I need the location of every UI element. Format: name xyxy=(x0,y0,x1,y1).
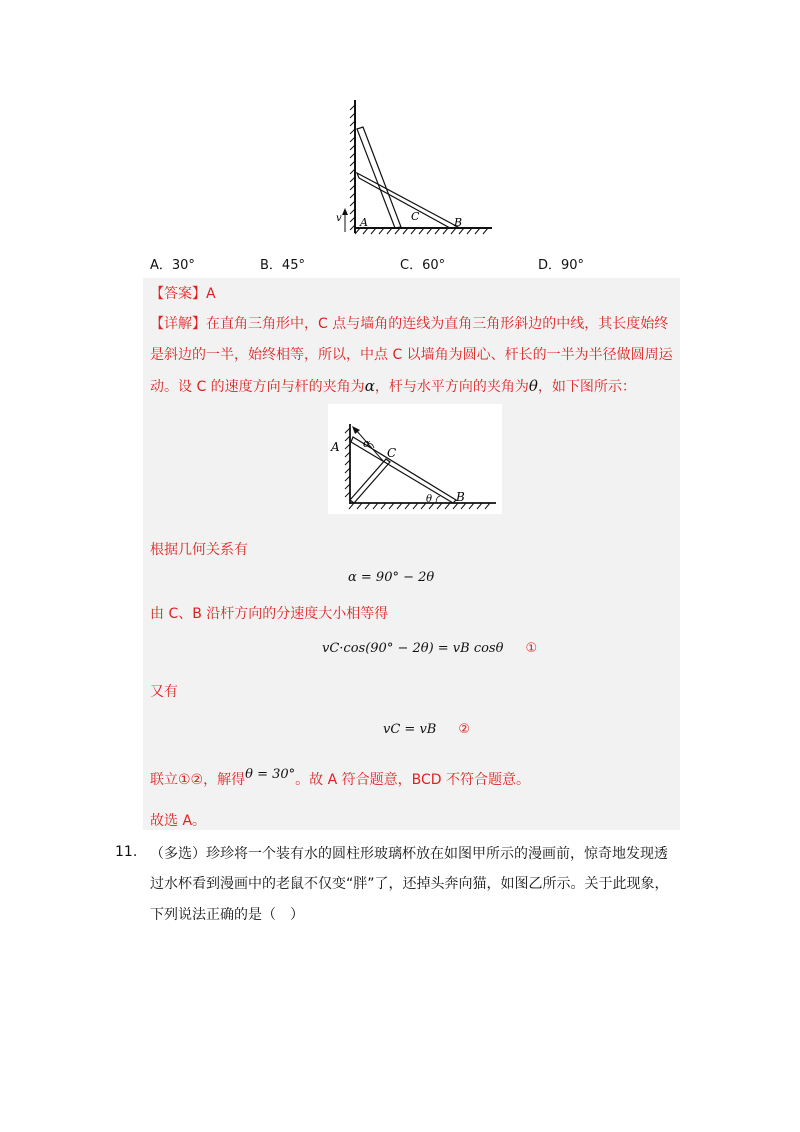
formula-mark-1: ① xyxy=(525,641,538,656)
option-c: C．60° xyxy=(400,258,446,273)
formula-alpha: α = 90° − 2θ xyxy=(348,570,435,585)
question-line-2: 过水杯看到漫画中的老鼠不仅变“胖”了，还掉头奔向猫，如图乙所示。关于此现象， xyxy=(150,876,669,892)
cb-velocity-line: 由 C、B 沿杆方向的分速度大小相等得 xyxy=(150,606,389,622)
velocity-label: v xyxy=(336,213,342,224)
detail-line-2: 是斜边的一半，始终相等，所以，中点 C 以墙角为圆心、杆长的一半为半径做圆周运 xyxy=(150,347,673,363)
also-line: 又有 xyxy=(150,684,178,700)
point-a-label: A xyxy=(360,216,368,229)
geometry-line: 根据几何关系有 xyxy=(150,542,248,558)
question-line-1: （多选）珍珍将一个装有水的圆柱形玻璃杯放在如图甲所示的漫画前，惊奇地发现透 xyxy=(150,846,668,862)
formula-velocity-components: vC·cos(90° − 2θ) = vB cosθ ① xyxy=(322,641,538,656)
ladder-figure-1 xyxy=(330,95,500,240)
fig2-point-a-label: A xyxy=(331,440,340,454)
final-answer-line: 故选 A。 xyxy=(150,813,207,829)
point-c-label: C xyxy=(411,210,420,223)
detail-line-1: 【详解】在直角三角形中，C 点与墙角的连线为直角三角形斜边的中线，其长度始终 xyxy=(150,316,669,332)
point-b-label: B xyxy=(454,216,463,229)
answer-options xyxy=(150,254,670,276)
formula-velocity-equal: vC = vB ② xyxy=(383,722,471,737)
question-number: 11. xyxy=(115,844,138,860)
fig2-point-c-label: C xyxy=(387,446,397,460)
formula-mark-2: ② xyxy=(458,722,471,737)
fig2-alpha-label: α xyxy=(363,437,371,450)
fig2-point-b-label: B xyxy=(456,490,465,504)
theta-symbol: θ xyxy=(528,377,538,395)
detail-line-3: 动。设 C 的速度方向与杆的夹角为α，杆与水平方向的夹角为θ，如下图所示： xyxy=(150,377,636,395)
ladder-figure-2 xyxy=(328,404,502,514)
option-b: B．45° xyxy=(260,258,305,273)
solve-line: 联立①②，解得θ = 30°。故 A 符合题意，BCD 不符合题意。 xyxy=(150,767,530,788)
alpha-symbol: α xyxy=(364,377,375,395)
solve-formula: θ = 30° xyxy=(245,767,296,782)
option-d: D．90° xyxy=(538,258,585,273)
question-line-3: 下列说法正确的是（ ） xyxy=(150,907,304,923)
answer-line: 【答案】A xyxy=(150,286,216,302)
option-a: A．30° xyxy=(150,258,195,273)
fig2-theta-label: θ xyxy=(426,494,433,505)
